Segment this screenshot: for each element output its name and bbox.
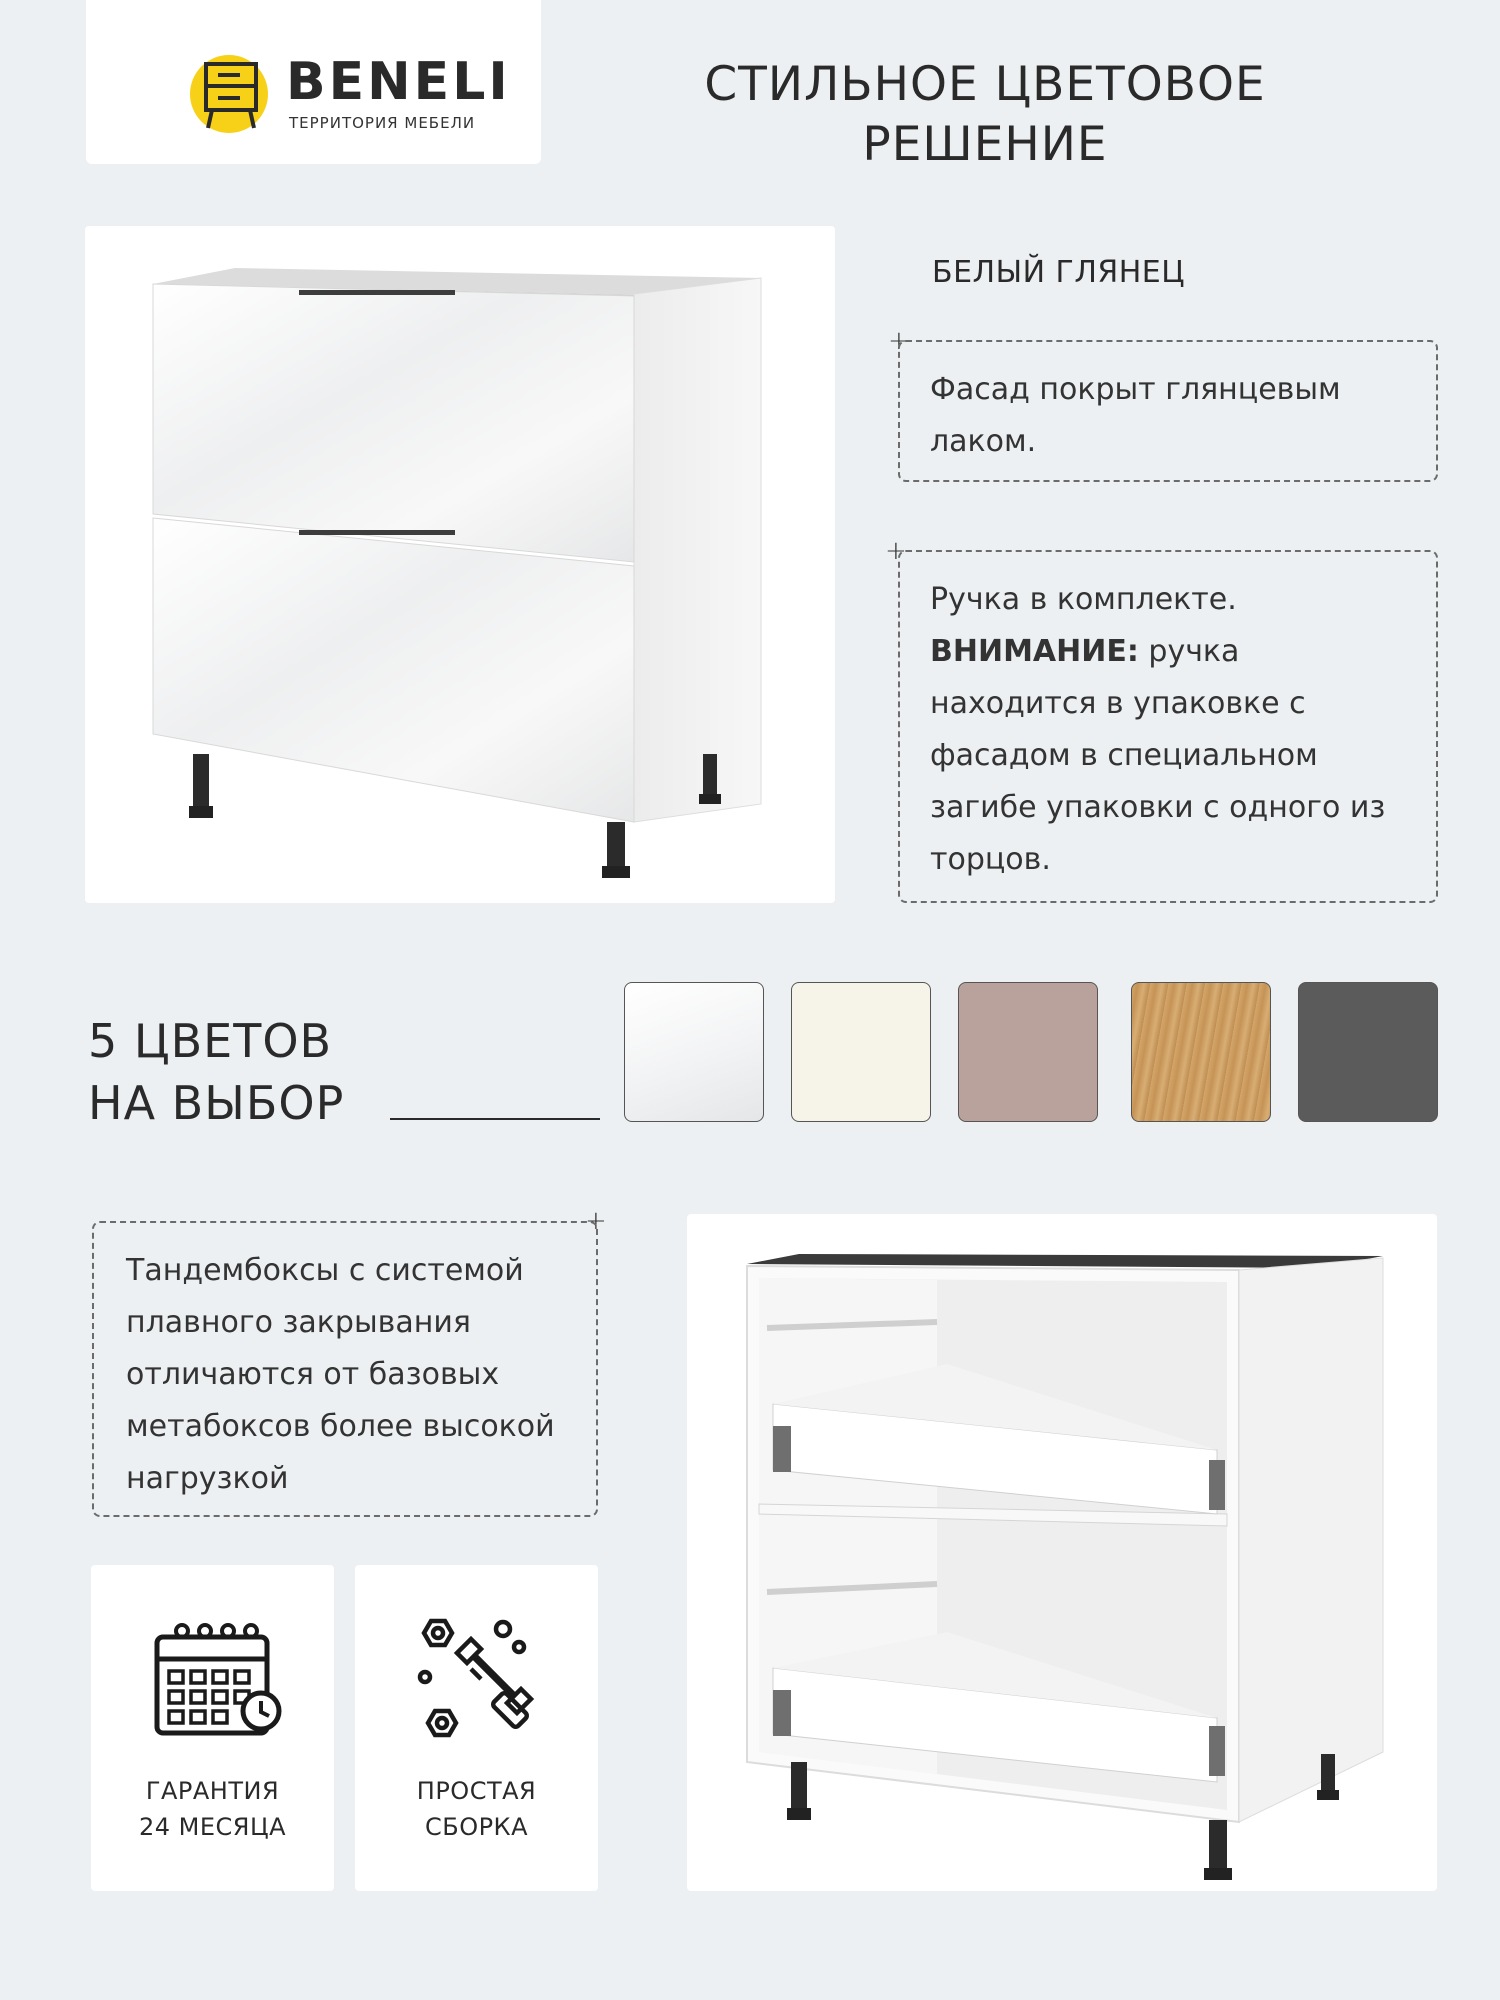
warning-label: ВНИМАНИЕ: [930,634,1139,669]
open-cabinet-illustration [687,1214,1437,1891]
page-title [620,55,1350,175]
gloss-note-box [898,340,1438,482]
cabinet-front-image [85,226,835,903]
cabinet-open-image [687,1214,1437,1891]
glossy-cabinet-illustration [85,226,835,903]
logo-name: BENELI [286,52,511,112]
title-line-2: РЕШЕНИЕ [862,117,1108,172]
handle-note-warning [930,626,1410,886]
logo-subtitle: ТЕРРИТОРИЯ МЕБЕЛИ [289,114,476,132]
logo-card [86,0,541,164]
assembly-card [355,1565,598,1891]
color-swatch-cappuccino[interactable] [958,982,1098,1122]
assembly-line2: СБОРКА [424,1813,529,1841]
gloss-note-text: Фасад покрыт глянцевым лаком. [930,372,1341,459]
handle-note-line1: Ручка в комплекте. [930,582,1237,617]
logo-drawer-icon [204,62,284,134]
color-swatch-cream[interactable] [791,982,931,1122]
warranty-line1: ГАРАНТИЯ [145,1777,280,1805]
finish-label: БЕЛЫЙ ГЛЯНЕЦ [932,255,1186,290]
warranty-card [91,1565,334,1891]
warranty-line2: 24 МЕСЯЦА [138,1813,287,1841]
tandem-note-text: Тандембоксы с системой плавного закрывания отличаются от базовых метабоксов более высокой нагрузкой [126,1253,555,1496]
plus-icon: + [888,326,910,356]
color-swatch-white-gloss[interactable] [624,982,764,1122]
colors-heading-line1: 5 ЦВЕТОВ [88,1014,333,1068]
warranty-label [91,1773,334,1845]
plus-icon: + [885,536,907,566]
warning-text: ручка находится в упаковке с фасадом в специальном загибе упаковки с одного из торцов. [930,634,1386,877]
assembly-line1: ПРОСТАЯ [416,1777,537,1805]
wrench-bolts-icon [411,1615,551,1755]
colors-heading-line2: НА ВЫБОР [88,1076,345,1130]
tandem-note-box [92,1221,598,1517]
title-line-1: СТИЛЬНОЕ ЦВЕТОВОЕ [704,57,1266,112]
color-swatch-oak[interactable] [1131,982,1271,1122]
colors-divider [390,1118,600,1120]
plus-icon: + [585,1206,607,1236]
handle-note-box [898,550,1438,903]
calendar-clock-icon [147,1615,287,1745]
colors-heading [88,1010,344,1134]
assembly-label [355,1773,598,1845]
color-swatch-graphite[interactable] [1298,982,1438,1122]
